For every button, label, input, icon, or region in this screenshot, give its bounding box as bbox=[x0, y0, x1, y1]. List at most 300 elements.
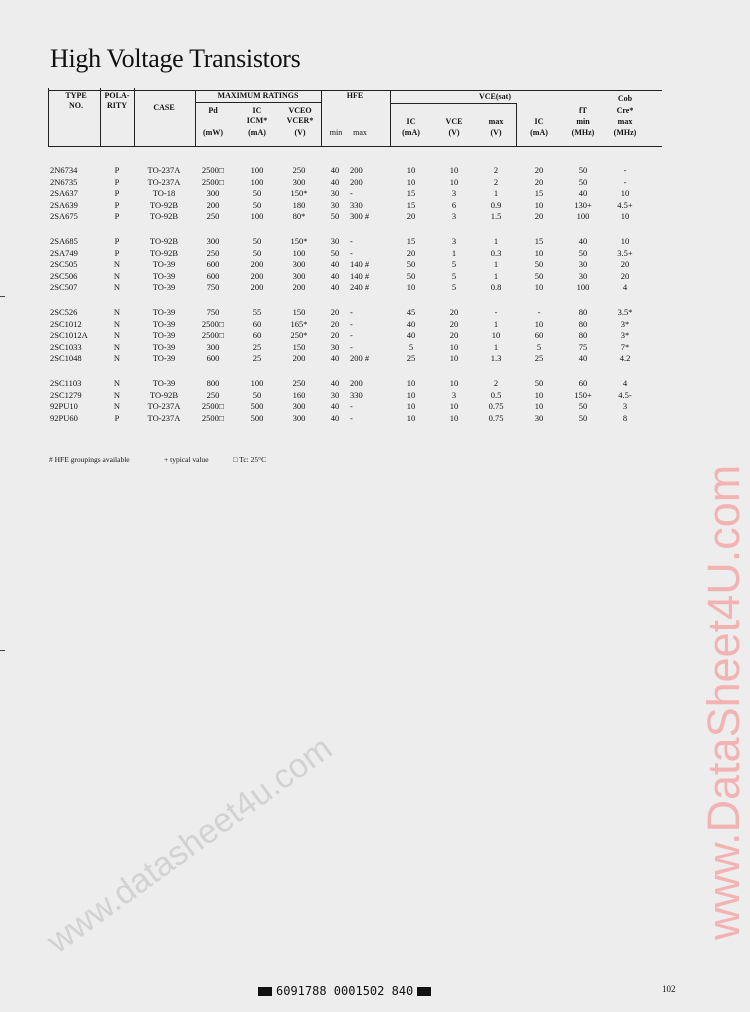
cell-cob: 8 bbox=[622, 412, 628, 423]
cell-ft: 75 bbox=[578, 341, 588, 352]
cell-hfe-max: 240 # bbox=[350, 282, 370, 293]
cell-pd: 2500□ bbox=[201, 318, 225, 329]
barcode-block-left bbox=[258, 987, 272, 996]
cell-vcesat-ic: 10 bbox=[406, 412, 416, 423]
cell-polarity: N bbox=[113, 318, 121, 329]
cell-ic: 500 bbox=[250, 401, 264, 412]
cell-vcesat-max: 1 bbox=[493, 188, 499, 199]
cell-ic-ft: 15 bbox=[534, 236, 544, 246]
cell-type: 2SC505 bbox=[50, 259, 78, 270]
cell-ic: 50 bbox=[252, 188, 262, 199]
cell-vceo: 150 bbox=[292, 341, 306, 352]
header-ic: IC bbox=[252, 106, 262, 115]
cell-hfe-max: - bbox=[350, 307, 353, 317]
header-vcesat: VCE(sat) bbox=[479, 92, 511, 101]
cell-ic-ft: 50 bbox=[534, 259, 544, 270]
cell-case: TO-39 bbox=[152, 282, 176, 293]
cell-type: 2SA637 bbox=[50, 188, 78, 199]
cell-cob: 3.5* bbox=[617, 307, 633, 317]
cell-hfe-min: 20 bbox=[330, 307, 340, 317]
cell-ic: 50 bbox=[252, 236, 262, 246]
header-type: TYPE bbox=[65, 91, 87, 100]
cell-ft: 80 bbox=[578, 318, 588, 329]
cell-pd: 2500□ bbox=[201, 401, 225, 412]
cell-vcesat-vce: 10 bbox=[449, 378, 459, 388]
cell-case: TO-39 bbox=[152, 270, 176, 281]
header-vceo: VCEO bbox=[288, 106, 312, 115]
cell-hfe-max: 200 # bbox=[350, 353, 370, 364]
cell-hfe-max: - bbox=[350, 188, 353, 199]
cell-hfe-min: 20 bbox=[330, 330, 340, 341]
cell-hfe-min: 30 bbox=[330, 236, 340, 246]
cell-case: TO-39 bbox=[152, 307, 176, 317]
cell-cob: 3* bbox=[620, 318, 630, 329]
cell-type: 2SC506 bbox=[50, 270, 78, 281]
cell-pd: 200 bbox=[206, 199, 220, 210]
cell-pd: 2500□ bbox=[201, 330, 225, 341]
cell-vcesat-ic: 20 bbox=[406, 211, 416, 222]
cell-hfe-max: - bbox=[350, 401, 353, 412]
cell-pd: 300 bbox=[206, 236, 220, 246]
cell-vcesat-vce: 6 bbox=[451, 199, 457, 210]
header-hfe-max: max bbox=[353, 128, 367, 137]
cell-polarity: P bbox=[114, 165, 120, 175]
cell-polarity: P bbox=[114, 211, 120, 222]
header-rity: RITY bbox=[106, 101, 127, 110]
cell-vcesat-vce: 10 bbox=[449, 165, 459, 175]
cell-type: 2SC1279 bbox=[50, 389, 82, 400]
header-cob-max: max bbox=[617, 117, 633, 126]
cell-vcesat-vce: 10 bbox=[449, 401, 459, 412]
cell-case: TO-39 bbox=[152, 378, 176, 388]
cell-polarity: P bbox=[114, 236, 120, 246]
cell-ic: 50 bbox=[252, 199, 262, 210]
cell-cob: 3.5+ bbox=[617, 247, 633, 258]
cell-polarity: N bbox=[113, 389, 121, 400]
cell-vcesat-max: 1.3 bbox=[490, 353, 502, 364]
cell-hfe-min: 50 bbox=[330, 247, 340, 258]
cell-hfe-min: 40 bbox=[330, 282, 340, 293]
cell-hfe-max: 200 bbox=[350, 378, 363, 388]
cell-hfe-max: - bbox=[350, 318, 353, 329]
cell-hfe-min: 40 bbox=[330, 412, 340, 423]
cell-case: TO-92B bbox=[149, 199, 179, 210]
cell-vcesat-max: 1 bbox=[493, 236, 499, 246]
cell-type: 2SC507 bbox=[50, 282, 78, 293]
header-sat-max: max bbox=[488, 117, 504, 126]
cell-ft: 100 bbox=[576, 211, 590, 222]
cell-vceo: 150* bbox=[290, 236, 308, 246]
cell-hfe-min: 30 bbox=[330, 199, 340, 210]
header-icm: ICM* bbox=[246, 116, 268, 125]
cell-ft: 50 bbox=[578, 247, 588, 258]
header-vce: VCE bbox=[445, 117, 463, 126]
cell-hfe-max: - bbox=[350, 330, 353, 341]
cell-hfe-max: 200 bbox=[350, 176, 363, 187]
cell-vceo: 300 bbox=[292, 401, 306, 412]
cell-vcesat-max: 1 bbox=[493, 270, 499, 281]
cell-vcesat-ic: 50 bbox=[406, 270, 416, 281]
header-pd: Pd bbox=[208, 106, 218, 115]
cell-vcesat-max: 0.5 bbox=[490, 389, 502, 400]
header-ic-unit: (mA) bbox=[248, 128, 266, 137]
cell-hfe-min: 40 bbox=[330, 401, 340, 412]
cell-hfe-max: 140 # bbox=[350, 259, 370, 270]
cell-polarity: N bbox=[113, 401, 121, 412]
cell-ft: 30 bbox=[578, 259, 588, 270]
cell-vcesat-ic: 25 bbox=[406, 353, 416, 364]
cell-ic: 200 bbox=[250, 282, 264, 293]
cell-pd: 250 bbox=[206, 247, 220, 258]
header-vce-unit: (V) bbox=[448, 128, 460, 137]
cell-vceo: 150 bbox=[292, 307, 306, 317]
cell-hfe-max: 140 # bbox=[350, 270, 370, 281]
header-ic3-unit: (mA) bbox=[530, 128, 548, 137]
cell-vcesat-max: 1 bbox=[493, 341, 499, 352]
cell-vcesat-max: - bbox=[494, 307, 498, 317]
cell-ic: 200 bbox=[250, 259, 264, 270]
cell-pd: 600 bbox=[206, 353, 220, 364]
cell-vcesat-vce: 5 bbox=[451, 259, 457, 270]
cell-case: TO-39 bbox=[152, 353, 176, 364]
cell-ft: 100 bbox=[576, 282, 590, 293]
cell-ic: 200 bbox=[250, 270, 264, 281]
cell-pd: 2500□ bbox=[201, 176, 225, 187]
cell-type: 2SC1048 bbox=[50, 353, 82, 364]
cell-pd: 250 bbox=[206, 389, 220, 400]
cell-vceo: 80* bbox=[292, 211, 306, 222]
cell-type: 2SC1012 bbox=[50, 318, 82, 329]
cell-ic: 60 bbox=[252, 318, 262, 329]
cell-ic-ft: 30 bbox=[534, 412, 544, 423]
cell-case: TO-39 bbox=[152, 330, 176, 341]
cell-pd: 250 bbox=[206, 211, 220, 222]
footnote-typical-value: + typical value bbox=[164, 455, 209, 464]
header-case: CASE bbox=[153, 103, 175, 112]
header-cre: Cre* bbox=[616, 106, 634, 115]
cell-vcesat-vce: 3 bbox=[451, 188, 457, 199]
cell-vcesat-vce: 20 bbox=[449, 330, 459, 341]
cell-cob: 4.5- bbox=[618, 389, 632, 400]
cell-case: TO-39 bbox=[152, 341, 176, 352]
cell-ic-ft: 10 bbox=[534, 401, 544, 412]
cell-pd: 750 bbox=[206, 282, 220, 293]
cell-case: TO-237A bbox=[147, 165, 181, 175]
cell-pd: 750 bbox=[206, 307, 220, 317]
cell-vceo: 300 bbox=[292, 176, 306, 187]
cell-cob: 20 bbox=[620, 270, 630, 281]
cell-vcesat-ic: 10 bbox=[406, 378, 416, 388]
cell-polarity: N bbox=[113, 353, 121, 364]
cell-hfe-min: 40 bbox=[330, 176, 340, 187]
cell-vceo: 100 bbox=[292, 247, 306, 258]
cell-vcesat-max: 0.8 bbox=[490, 282, 502, 293]
cell-vcesat-vce: 10 bbox=[449, 353, 459, 364]
cell-cob: 4.5+ bbox=[617, 199, 633, 210]
cell-hfe-max: - bbox=[350, 412, 353, 423]
cell-ic: 25 bbox=[252, 353, 262, 364]
cell-ft: 50 bbox=[578, 412, 588, 423]
cell-case: TO-39 bbox=[152, 259, 176, 270]
cell-hfe-min: 50 bbox=[330, 211, 340, 222]
cell-cob: 7* bbox=[620, 341, 630, 352]
header-v-unit: (V) bbox=[294, 128, 306, 137]
cell-vcesat-max: 0.75 bbox=[488, 412, 504, 423]
cell-vceo: 200 bbox=[292, 353, 306, 364]
header-pd-unit: (mW) bbox=[203, 128, 223, 137]
cell-cob: 10 bbox=[620, 211, 630, 222]
cell-hfe-min: 40 bbox=[330, 353, 340, 364]
cell-vcesat-ic: 15 bbox=[406, 236, 416, 246]
cell-hfe-min: 40 bbox=[330, 378, 340, 388]
cell-vceo: 250 bbox=[292, 378, 306, 388]
cell-ic: 25 bbox=[252, 341, 262, 352]
cell-hfe-min: 40 bbox=[330, 165, 340, 175]
cell-type: 2SC1033 bbox=[50, 341, 82, 352]
cell-vcesat-vce: 3 bbox=[451, 236, 457, 246]
cell-pd: 300 bbox=[206, 188, 220, 199]
cell-vceo: 300 bbox=[292, 259, 306, 270]
cell-ic-ft: 20 bbox=[534, 176, 544, 187]
cell-cob: - bbox=[623, 176, 627, 187]
cell-case: TO-92B bbox=[149, 247, 179, 258]
cell-ft: 40 bbox=[578, 353, 588, 364]
cell-vcesat-ic: 50 bbox=[406, 259, 416, 270]
cell-ic: 100 bbox=[250, 211, 264, 222]
header-cob: Cob bbox=[617, 94, 633, 103]
header-ic2-unit: (mA) bbox=[402, 128, 420, 137]
cell-ic-ft: 50 bbox=[534, 378, 544, 388]
cell-pd: 2500□ bbox=[201, 165, 225, 175]
cell-vcesat-max: 1 bbox=[493, 259, 499, 270]
cell-type: 2SC1103 bbox=[50, 378, 82, 388]
cell-hfe-max: - bbox=[350, 341, 353, 352]
cell-pd: 300 bbox=[206, 341, 220, 352]
cell-hfe-max: 200 bbox=[350, 165, 363, 175]
cell-hfe-max: 330 bbox=[350, 199, 363, 210]
cell-vcesat-max: 2 bbox=[493, 378, 499, 388]
cell-vcesat-vce: 10 bbox=[449, 341, 459, 352]
header-sat-max-unit: (V) bbox=[490, 128, 502, 137]
cell-vcesat-vce: 10 bbox=[449, 412, 459, 423]
cell-type: 2SA749 bbox=[50, 247, 78, 258]
cell-ic: 55 bbox=[252, 307, 262, 317]
cell-ft: 40 bbox=[578, 236, 588, 246]
header-cob-unit: (MHz) bbox=[613, 128, 637, 137]
cell-pd: 2500□ bbox=[201, 412, 225, 423]
cell-vcesat-vce: 10 bbox=[449, 176, 459, 187]
cell-ft: 80 bbox=[578, 330, 588, 341]
cell-cob: - bbox=[623, 165, 627, 175]
cell-polarity: N bbox=[113, 378, 121, 388]
cell-hfe-min: 20 bbox=[330, 318, 340, 329]
cell-vceo: 200 bbox=[292, 282, 306, 293]
cell-case: TO-92B bbox=[149, 211, 179, 222]
margin-tick bbox=[0, 650, 5, 651]
cell-ft: 50 bbox=[578, 165, 588, 175]
cell-ic: 100 bbox=[250, 176, 264, 187]
cell-ft: 80 bbox=[578, 307, 588, 317]
cell-ic: 60 bbox=[252, 330, 262, 341]
cell-ft: 30 bbox=[578, 270, 588, 281]
cell-type: 2SA675 bbox=[50, 211, 78, 222]
header-hfe: HFE bbox=[346, 91, 364, 100]
cell-polarity: P bbox=[114, 176, 120, 187]
cell-ic-ft: - bbox=[537, 307, 541, 317]
header-max-ratings: MAXIMUM RATINGS bbox=[217, 91, 299, 100]
cell-case: TO-92B bbox=[149, 389, 179, 400]
cell-vcesat-ic: 15 bbox=[406, 199, 416, 210]
cell-vcesat-ic: 15 bbox=[406, 188, 416, 199]
header-vcer: VCER* bbox=[286, 116, 314, 125]
header-pola: POLA- bbox=[104, 91, 130, 100]
cell-cob: 10 bbox=[620, 236, 630, 246]
cell-hfe-max: - bbox=[350, 236, 353, 246]
cell-polarity: N bbox=[113, 282, 121, 293]
cell-vcesat-max: 1.5 bbox=[490, 211, 502, 222]
barcode-strip bbox=[254, 984, 435, 998]
cell-vcesat-vce: 3 bbox=[451, 389, 457, 400]
cell-polarity: N bbox=[113, 307, 121, 317]
header-ft-unit: (MHz) bbox=[571, 128, 595, 137]
cell-type: 2SC526 bbox=[50, 307, 78, 317]
cell-ic-ft: 10 bbox=[534, 247, 544, 258]
cell-vcesat-ic: 10 bbox=[406, 176, 416, 187]
cell-vcesat-vce: 20 bbox=[449, 318, 459, 329]
cell-vcesat-max: 0.3 bbox=[490, 247, 502, 258]
cell-vcesat-ic: 40 bbox=[406, 330, 416, 341]
header-no: NO. bbox=[69, 101, 83, 110]
cell-vceo: 180 bbox=[292, 199, 306, 210]
cell-ft: 150+ bbox=[574, 389, 592, 400]
cell-ic: 500 bbox=[250, 412, 264, 423]
cell-ft: 130+ bbox=[574, 199, 592, 210]
cell-vcesat-ic: 40 bbox=[406, 318, 416, 329]
cell-vcesat-ic: 45 bbox=[406, 307, 416, 317]
cell-type: 2SA685 bbox=[50, 236, 78, 246]
cell-cob: 4 bbox=[622, 378, 628, 388]
cell-hfe-min: 40 bbox=[330, 259, 340, 270]
cell-ic-ft: 10 bbox=[534, 199, 544, 210]
cell-vcesat-max: 2 bbox=[493, 176, 499, 187]
cell-cob: 4 bbox=[622, 282, 628, 293]
cell-type: 92PU60 bbox=[50, 412, 78, 423]
cell-case: TO-92B bbox=[149, 236, 179, 246]
cell-pd: 800 bbox=[206, 378, 220, 388]
page-title: High Voltage Transistors bbox=[50, 44, 301, 73]
cell-vceo: 150* bbox=[290, 188, 308, 199]
cell-polarity: P bbox=[114, 247, 120, 258]
header-ic2: IC bbox=[406, 117, 416, 126]
cell-hfe-max: - bbox=[350, 247, 353, 258]
cell-vceo: 160 bbox=[292, 389, 306, 400]
header-ft: fT bbox=[579, 106, 587, 115]
header-hfe-min: min bbox=[329, 128, 343, 137]
cell-vcesat-vce: 3 bbox=[451, 211, 457, 222]
cell-ft: 50 bbox=[578, 401, 588, 412]
cell-vceo: 300 bbox=[292, 270, 306, 281]
cell-case: TO-237A bbox=[147, 401, 181, 412]
footnote-hfe-groupings: # HFE groupings available bbox=[49, 455, 130, 464]
cell-type: 2N6734 bbox=[50, 165, 78, 175]
cell-vcesat-max: 0.9 bbox=[490, 199, 502, 210]
cell-case: TO-18 bbox=[152, 188, 176, 199]
cell-pd: 600 bbox=[206, 270, 220, 281]
cell-vceo: 250 bbox=[292, 165, 306, 175]
cell-ic-ft: 20 bbox=[534, 165, 544, 175]
cell-type: 2SA639 bbox=[50, 199, 78, 210]
cell-vcesat-vce: 5 bbox=[451, 282, 457, 293]
cell-cob: 10 bbox=[620, 188, 630, 199]
cell-hfe-min: 40 bbox=[330, 270, 340, 281]
cell-vcesat-ic: 10 bbox=[406, 282, 416, 293]
cell-ic: 50 bbox=[252, 247, 262, 258]
cell-vcesat-max: 10 bbox=[491, 330, 501, 341]
cell-type: 2SC1012A bbox=[50, 330, 88, 341]
cell-cob: 20 bbox=[620, 259, 630, 270]
cell-polarity: P bbox=[114, 188, 120, 199]
cell-hfe-max: 330 bbox=[350, 389, 363, 400]
footnote-tc: □ Tc: 25°C bbox=[233, 455, 267, 464]
cell-ic: 100 bbox=[250, 378, 264, 388]
cell-case: TO-237A bbox=[147, 412, 181, 423]
cell-ic-ft: 10 bbox=[534, 282, 544, 293]
cell-vceo: 250* bbox=[290, 330, 308, 341]
cell-polarity: N bbox=[113, 341, 121, 352]
cell-ic-ft: 25 bbox=[534, 353, 544, 364]
cell-pd: 600 bbox=[206, 259, 220, 270]
cell-vcesat-max: 0.75 bbox=[488, 401, 504, 412]
header-ic3: IC bbox=[534, 117, 544, 126]
cell-polarity: N bbox=[113, 330, 121, 341]
barcode-block-right bbox=[417, 987, 431, 996]
watermark-diagonal: www.datasheet4u.com bbox=[40, 728, 340, 961]
cell-vcesat-ic: 10 bbox=[406, 389, 416, 400]
cell-vcesat-max: 1 bbox=[493, 318, 499, 329]
cell-hfe-min: 30 bbox=[330, 188, 340, 199]
cell-hfe-min: 30 bbox=[330, 389, 340, 400]
cell-cob: 3* bbox=[620, 330, 630, 341]
cell-type: 2N6735 bbox=[50, 176, 78, 187]
cell-cob: 4.2 bbox=[619, 353, 631, 364]
cell-ic: 50 bbox=[252, 389, 262, 400]
cell-hfe-max: 300 # bbox=[350, 211, 370, 222]
cell-ic-ft: 60 bbox=[534, 330, 544, 341]
cell-ic-ft: 50 bbox=[534, 270, 544, 281]
cell-vcesat-vce: 5 bbox=[451, 270, 457, 281]
cell-polarity: N bbox=[113, 259, 121, 270]
cell-ic-ft: 20 bbox=[534, 211, 544, 222]
cell-vceo: 165* bbox=[290, 318, 308, 329]
barcode-text: 6091788 0001502 840 bbox=[276, 984, 414, 998]
cell-polarity: P bbox=[114, 412, 120, 423]
cell-ft: 50 bbox=[578, 176, 588, 187]
cell-ft: 40 bbox=[578, 188, 588, 199]
cell-type: 92PU10 bbox=[50, 401, 78, 412]
watermark-side: www.DataSheet4U.com bbox=[698, 464, 749, 940]
cell-polarity: P bbox=[114, 199, 120, 210]
cell-ic-ft: 10 bbox=[534, 389, 544, 400]
cell-ft: 60 bbox=[578, 378, 588, 388]
cell-vcesat-ic: 20 bbox=[406, 247, 416, 258]
cell-ic-ft: 15 bbox=[534, 188, 544, 199]
cell-polarity: N bbox=[113, 270, 121, 281]
cell-vcesat-vce: 1 bbox=[451, 247, 457, 258]
cell-case: TO-39 bbox=[152, 318, 176, 329]
cell-vcesat-ic: 10 bbox=[406, 401, 416, 412]
cell-cob: 3 bbox=[622, 401, 628, 412]
page-number: 102 bbox=[662, 984, 676, 994]
